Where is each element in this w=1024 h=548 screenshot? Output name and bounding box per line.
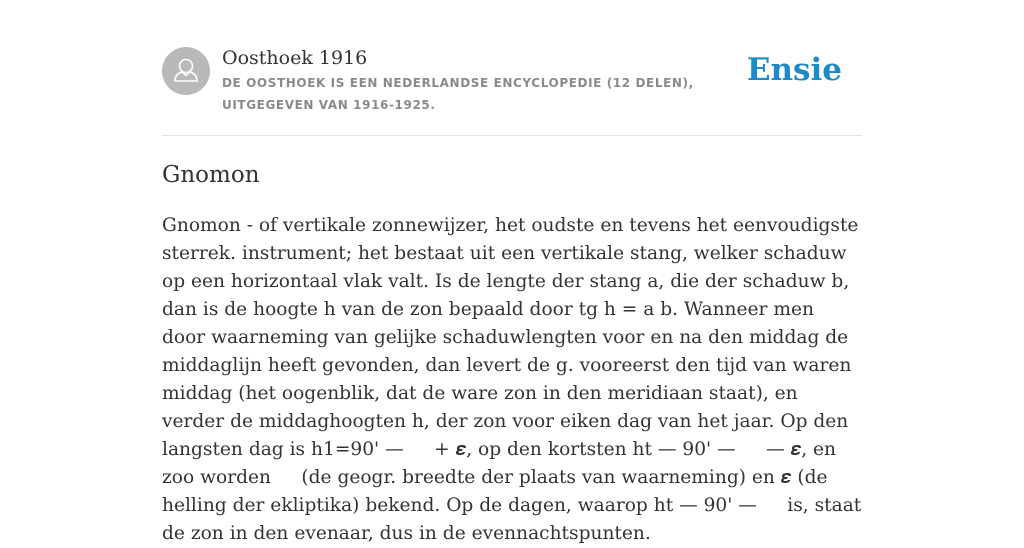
source-title[interactable]: Oosthoek 1916 — [222, 47, 368, 69]
article-title: Gnomon — [162, 162, 260, 188]
article-body: Gnomon - of vertikale zonnewijzer, het oudste en tevens het eenvoudigste sterrek. instrument; het bestaat uit een vertikale stang, welker schaduw op een horizontaal vlak valt. Is de lengte der stang a, die der schaduw b, dan is de hoogte h van de zon bepaald door tg h = a b. Wanneer men door waarneming van gelijke schaduwlengten voor en na den middag de middaglijn heeft gevonden, dan levert de g. vooreerst den tijd van waren middag (het oogenblik, dat de ware zon in den meridiaan staat), en verder de middaghoogten h, der zon voor eiken dag van het jaar. Op den langsten dag is h1=90' — + 𝜺, op den kortsten ht — 90' — — 𝜺, en zoo worden (de geogr. breedte der plaats van waarneming) en 𝜺 (de helling der ekliptika) bekend. Op de dagen, waarop ht — 90' — is, staat de zon in den evenaar, dus in de evennachtspunten. — [162, 215, 862, 544]
ensie-logo-link[interactable]: Ensie — [746, 52, 842, 88]
user-silhouette-icon[interactable] — [162, 47, 210, 95]
source-description: DE OOSTHOEK IS EEN NEDERLANDSE ENCYCLOPEDIE (12 DELEN), UITGEGEVEN VAN 1916-1925. — [222, 76, 694, 112]
header-divider — [162, 135, 862, 136]
source-header — [162, 46, 862, 118]
